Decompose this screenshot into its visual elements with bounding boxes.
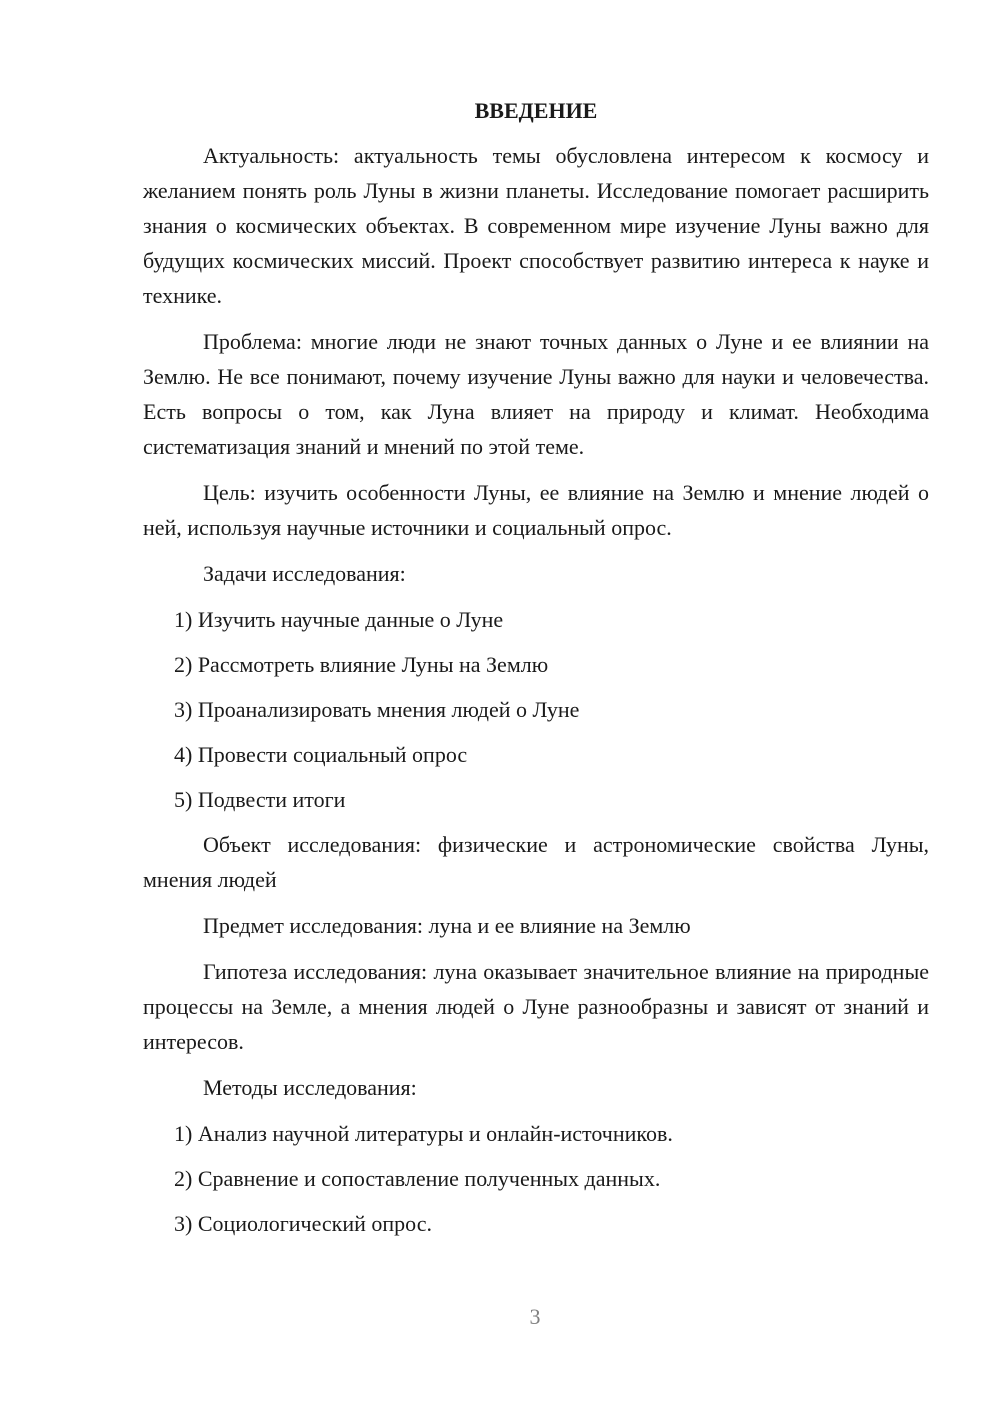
- list-item: 2) Сравнение и сопоставление полученных данных.: [174, 1166, 661, 1191]
- paragraph-subject: Предмет исследования: луна и ее влияние на Землю: [203, 913, 691, 938]
- paragraph-relevance: Актуальность: актуальность темы обусловлена интересом к космосу и желанием понять роль Луны в жизни планеты. Исследование помогает расширить знания о космических объектах. В современном мире изучение Луны важно для будущих космических миссий. Проект способствует развитию интереса к науке и технике.: [143, 143, 929, 308]
- page-number: 3: [529, 1304, 541, 1329]
- methods-list: [143, 1116, 929, 1241]
- tasks-list: [143, 602, 929, 817]
- section-title: ВВЕДЕНИЕ: [474, 98, 598, 123]
- paragraph-hypothesis: Гипотеза исследования: луна оказывает значительное влияние на природные процессы на Земле, а мнения людей о Луне разнообразны и зависят от знаний и интересов.: [143, 959, 929, 1054]
- list-item: 1) Анализ научной литературы и онлайн-источников.: [174, 1121, 673, 1146]
- paragraph-object: Объект исследования: физические и астрономические свойства Луны, мнения людей: [143, 832, 929, 892]
- paragraph-problem: Проблема: многие люди не знают точных данных о Луне и ее влиянии на Землю. Не все понимают, почему изучение Луны важно для науки и человечества. Есть вопросы о том, как Луна влияет на природу и климат. Необходима систематизация знаний и мнений по этой теме.: [143, 329, 929, 459]
- tasks-heading: Задачи исследования:: [203, 561, 406, 586]
- paragraph-goal: Цель: изучить особенности Луны, ее влияние на Землю и мнение людей о ней, используя научные источники и социальный опрос.: [143, 480, 929, 540]
- methods-heading: Методы исследования:: [203, 1075, 417, 1100]
- document-page: [143, 94, 929, 1251]
- list-item: 5) Подвести итоги: [174, 787, 346, 812]
- list-item: 3) Проанализировать мнения людей о Луне: [174, 697, 580, 722]
- list-item: 2) Рассмотреть влияние Луны на Землю: [174, 652, 549, 677]
- list-item: 1) Изучить научные данные о Луне: [174, 607, 504, 632]
- list-item: 3) Социологический опрос.: [174, 1211, 432, 1236]
- list-item: 4) Провести социальный опрос: [174, 742, 468, 767]
